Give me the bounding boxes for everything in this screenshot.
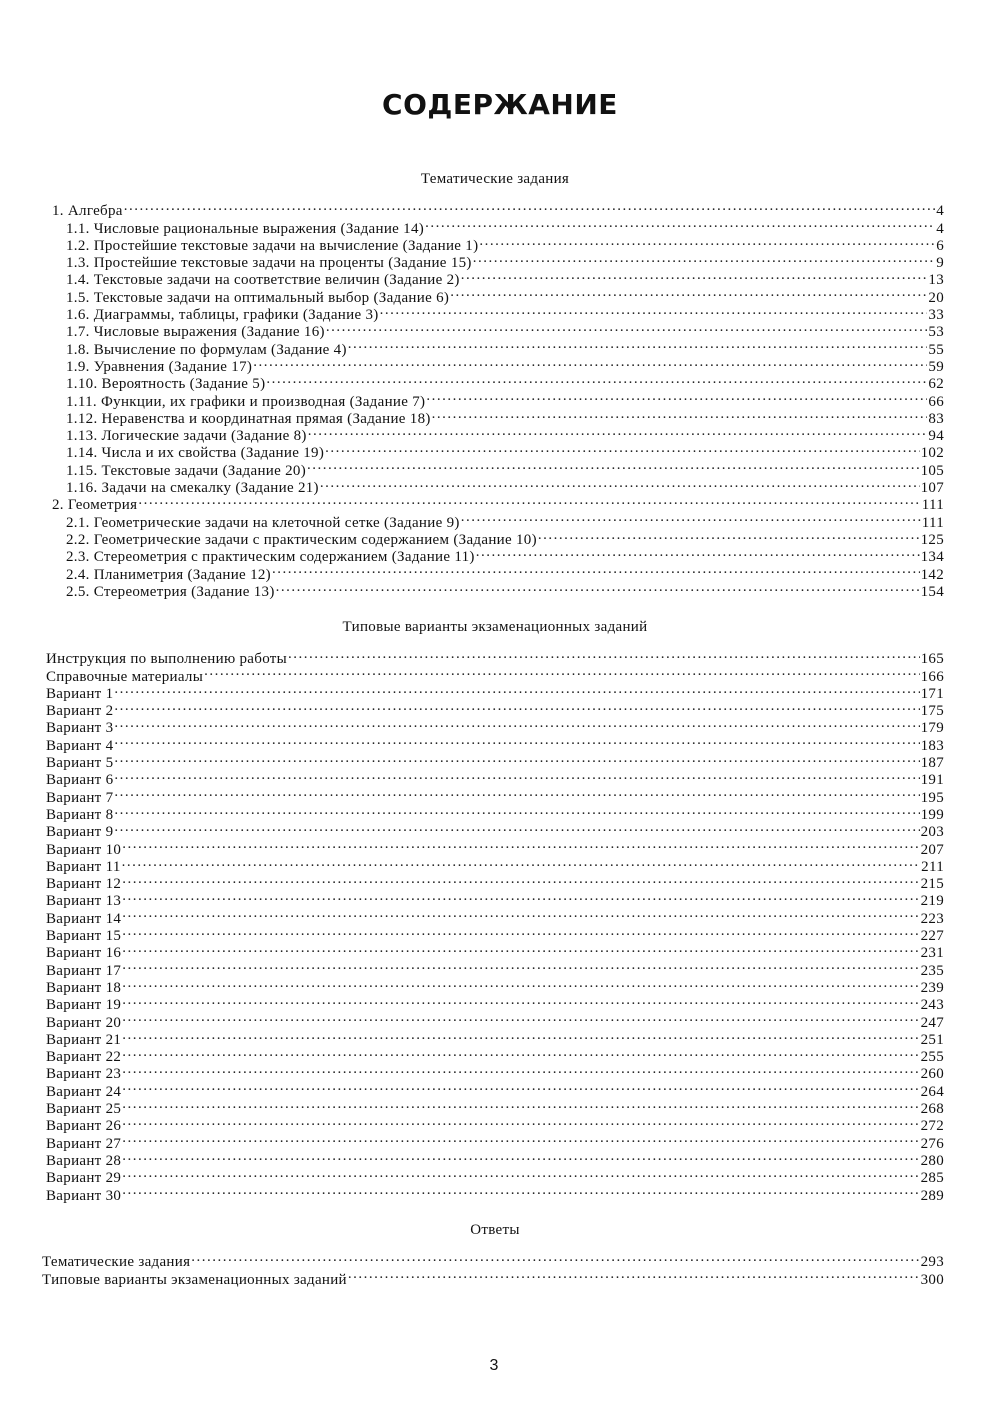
section-heading-thematic: Тематические задания — [420, 171, 570, 187]
toc-entry-label: 1.8. Вычисление по формулам (Задание 4) — [66, 341, 347, 358]
toc-entry-page: 171 — [920, 685, 944, 702]
dot-leader — [307, 457, 920, 474]
toc-entry-label: 1.11. Функции, их графики и производная (Задание 7) — [66, 393, 426, 410]
toc-entry-label: Типовые варианты экзаменационных заданий — [42, 1271, 347, 1288]
dot-leader — [476, 544, 920, 561]
dot-leader — [380, 302, 928, 319]
toc-entry[interactable] — [46, 1165, 944, 1187]
dot-leader — [473, 250, 935, 267]
toc-entry-page: 166 — [920, 668, 944, 685]
toc-list-answers — [42, 1249, 944, 1288]
toc-entry-page: 235 — [920, 962, 944, 979]
dot-leader — [538, 527, 920, 544]
toc-entry-page: 179 — [920, 720, 944, 737]
toc-entry-label: Вариант 9 — [46, 824, 114, 841]
toc-entry[interactable] — [46, 819, 944, 841]
toc-entry-page: 183 — [920, 737, 944, 754]
toc-entry-label: Вариант 14 — [46, 910, 122, 927]
dot-leader — [348, 1266, 920, 1283]
dot-leader — [114, 750, 919, 767]
dot-leader — [122, 871, 919, 888]
dot-leader — [461, 509, 921, 526]
toc-entry-page: 195 — [920, 789, 944, 806]
dot-leader — [122, 888, 919, 905]
dot-leader — [122, 1096, 919, 1113]
toc-entry-label: 2.5. Стереометрия (Задание 13) — [66, 583, 275, 600]
toc-entry-page: 289 — [920, 1187, 944, 1204]
dot-leader — [122, 1061, 919, 1078]
toc-entry-label: Вариант 30 — [46, 1187, 122, 1204]
dot-leader — [122, 1130, 919, 1147]
toc-entry-label: Вариант 17 — [46, 962, 122, 979]
toc-entry-label: 2.2. Геометрические задачи с практическим содержанием (Задание 10) — [66, 531, 537, 548]
toc-entry-page: 55 — [928, 341, 944, 358]
toc-entry-label: Вариант 15 — [46, 928, 122, 945]
toc-entry[interactable] — [46, 992, 944, 1014]
toc-entry-label: Тематические задания — [42, 1254, 191, 1271]
dot-leader — [204, 663, 920, 680]
dot-leader — [122, 1182, 919, 1199]
toc-entry[interactable] — [46, 888, 944, 910]
toc-entry-page: 111 — [921, 514, 944, 531]
section-heading-variants: Типовые варианты экзаменационных заданий — [342, 619, 648, 635]
toc-entry[interactable] — [46, 715, 944, 737]
toc-entry-label: Вариант 21 — [46, 1031, 122, 1048]
toc-entry-label: Вариант 8 — [46, 806, 114, 823]
toc-entry-label: 1.12. Неравенства и координатная прямая (Задание 18) — [66, 410, 431, 427]
dot-leader — [122, 1148, 919, 1165]
toc-entry-page: 255 — [920, 1049, 944, 1066]
toc-entry-page: 175 — [920, 703, 944, 720]
toc-entry[interactable] — [46, 923, 944, 945]
toc-entry-page: 111 — [921, 497, 944, 514]
toc-entry[interactable] — [46, 1096, 944, 1118]
toc-entry[interactable] — [46, 957, 944, 979]
dot-leader — [450, 284, 927, 301]
toc-entry-page: 203 — [920, 824, 944, 841]
toc-entry-label: 1.15. Текстовые задачи (Задание 20) — [66, 462, 307, 479]
toc-entry-page: 191 — [920, 772, 944, 789]
toc-entry[interactable] — [46, 1113, 944, 1135]
dot-leader — [266, 371, 927, 388]
dot-leader — [288, 646, 920, 663]
dot-leader — [122, 1027, 919, 1044]
toc-entry-page: 125 — [920, 531, 944, 548]
toc-entry[interactable] — [46, 1182, 944, 1204]
dot-leader — [461, 267, 928, 284]
toc-entry-label: Вариант 28 — [46, 1152, 122, 1169]
dot-leader — [425, 215, 935, 232]
toc-entry-page: 6 — [936, 237, 944, 254]
toc-entry[interactable] — [46, 681, 944, 702]
toc-entry-page: 9 — [936, 255, 944, 272]
toc-entry-label: 1.6. Диаграммы, таблицы, графики (Задание 3) — [66, 307, 379, 324]
dot-leader — [122, 836, 919, 853]
toc-entry[interactable] — [46, 802, 944, 823]
toc-entry[interactable] — [46, 975, 944, 996]
toc-entry-page: 33 — [928, 307, 944, 324]
toc-entry[interactable] — [46, 1009, 944, 1031]
dot-leader — [122, 940, 919, 957]
dot-leader — [348, 336, 928, 353]
toc-entry-page: 59 — [928, 358, 944, 375]
toc-entry[interactable] — [46, 1061, 944, 1083]
dot-leader — [122, 975, 919, 992]
toc-list-variants — [46, 646, 944, 1204]
toc-entry-page: 272 — [920, 1118, 944, 1135]
toc-entry-page: 215 — [920, 876, 944, 893]
toc-entry-label: Инструкция по выполнению работы — [46, 651, 288, 668]
toc-entry-label: Вариант 2 — [46, 703, 114, 720]
dot-leader — [114, 732, 919, 749]
toc-entry-page: 4 — [936, 220, 944, 237]
toc-entry-label: Вариант 7 — [46, 789, 114, 806]
toc-entry[interactable] — [52, 509, 944, 531]
toc-entry-page: 300 — [920, 1271, 944, 1288]
toc-entry[interactable] — [52, 492, 944, 514]
dot-leader — [426, 388, 927, 405]
dot-leader — [272, 561, 920, 578]
toc-entry-label: Вариант 4 — [46, 737, 114, 754]
toc-entry-page: 285 — [920, 1170, 944, 1187]
dot-leader — [114, 784, 919, 801]
toc-entry-label: Вариант 26 — [46, 1118, 122, 1135]
toc-entry-page: 247 — [920, 1014, 944, 1031]
toc-entry-page: 20 — [928, 289, 944, 306]
dot-leader — [122, 854, 921, 871]
dot-leader — [122, 905, 919, 922]
toc-entry-page: 264 — [920, 1083, 944, 1100]
dot-leader — [479, 233, 935, 250]
dot-leader — [122, 1113, 919, 1130]
dot-leader — [308, 423, 928, 440]
toc-entry[interactable] — [52, 215, 944, 237]
dot-leader — [114, 698, 919, 715]
toc-entry-page: 13 — [928, 272, 944, 289]
toc-entry-label: 1.16. Задачи на смекалку (Задание 21) — [66, 480, 319, 497]
toc-entry-label: 2.1. Геометрические задачи на клеточной сетке (Задание 9) — [66, 514, 460, 531]
dot-leader — [114, 802, 919, 819]
toc-entry-page: 268 — [920, 1101, 944, 1118]
toc-entry-page: 105 — [920, 462, 944, 479]
toc-entry-page: 187 — [920, 755, 944, 772]
toc-entry-label: 2. Геометрия — [52, 497, 138, 514]
toc-entry-page: 102 — [920, 445, 944, 462]
dot-leader — [114, 819, 919, 836]
toc-entry-label: Вариант 22 — [46, 1049, 122, 1066]
toc-entry-page: 199 — [920, 806, 944, 823]
toc-entry-page: 62 — [928, 376, 944, 393]
toc-entry[interactable] — [46, 871, 944, 893]
toc-entry-label: 1.3. Простейшие текстовые задачи на проценты (Задание 15) — [66, 255, 472, 272]
toc-entry-label: Вариант 18 — [46, 979, 122, 996]
page-number: 3 — [489, 1357, 499, 1374]
dot-leader — [114, 681, 919, 698]
toc-entry-label: 1.2. Простейшие текстовые задачи на вычисление (Задание 1) — [66, 237, 479, 254]
toc-entry-label: Вариант 20 — [46, 1014, 122, 1031]
toc-entry-label: 2.4. Планиметрия (Задание 12) — [66, 566, 271, 583]
dot-leader — [138, 492, 920, 509]
toc-entry[interactable] — [42, 1249, 944, 1271]
toc-entry-label: Справочные материалы — [46, 668, 204, 685]
toc-entry-page: 83 — [928, 410, 944, 427]
toc-entry-label: 1.10. Вероятность (Задание 5) — [66, 376, 266, 393]
toc-list-thematic — [52, 198, 944, 600]
toc-entry-label: Вариант 6 — [46, 772, 114, 789]
dot-leader — [114, 715, 919, 732]
toc-entry-page: 4 — [936, 203, 944, 220]
toc-entry[interactable] — [46, 836, 944, 858]
dot-leader — [124, 198, 935, 215]
toc-entry-label: Вариант 27 — [46, 1135, 122, 1152]
toc-entry-label: Вариант 19 — [46, 997, 122, 1014]
toc-entry-page: 276 — [920, 1135, 944, 1152]
toc-entry-page: 293 — [920, 1254, 944, 1271]
dot-leader — [432, 406, 928, 423]
toc-entry-label: 1.9. Уравнения (Задание 17) — [66, 358, 253, 375]
toc-entry[interactable] — [46, 940, 944, 962]
toc-entry-label: Вариант 23 — [46, 1066, 122, 1083]
toc-entry[interactable] — [46, 1044, 944, 1066]
toc-entry-label: Вариант 24 — [46, 1083, 122, 1100]
toc-entry-page: 227 — [920, 928, 944, 945]
toc-entry-page: 107 — [920, 480, 944, 497]
dot-leader — [122, 1009, 919, 1026]
toc-entry-label: Вариант 5 — [46, 755, 114, 772]
toc-entry[interactable] — [46, 1027, 944, 1048]
toc-entry-page: 251 — [920, 1031, 944, 1048]
toc-entry-label: 1.1. Числовые рациональные выражения (Задание 14) — [66, 220, 425, 237]
toc-entry[interactable] — [46, 784, 944, 806]
toc-entry-label: Вариант 1 — [46, 685, 114, 702]
toc-entry-label: Вариант 11 — [46, 858, 121, 875]
toc-entry-label: 1.13. Логические задачи (Задание 8) — [66, 428, 307, 445]
toc-entry-label: Вариант 10 — [46, 841, 122, 858]
toc-entry[interactable] — [46, 854, 944, 875]
dot-leader — [122, 923, 919, 940]
dot-leader — [326, 319, 928, 336]
toc-entry-label: Вариант 13 — [46, 893, 122, 910]
toc-entry[interactable] — [46, 905, 944, 927]
toc-entry[interactable] — [46, 750, 944, 772]
dot-leader — [325, 440, 919, 457]
dot-leader — [114, 767, 919, 784]
toc-entry-label: Вариант 12 — [46, 876, 122, 893]
toc-entry-page: 211 — [921, 858, 944, 875]
toc-entry-label: Вариант 25 — [46, 1101, 122, 1118]
toc-entry[interactable] — [46, 698, 944, 720]
dot-leader — [253, 354, 927, 371]
section-heading-answers: Ответы — [470, 1222, 520, 1238]
toc-entry-page: 207 — [920, 841, 944, 858]
toc-entry[interactable] — [46, 732, 944, 754]
toc-entry-page: 66 — [928, 393, 944, 410]
toc-entry-label: Вариант 16 — [46, 945, 122, 962]
toc-entry-label: 1.14. Числа и их свойства (Задание 19) — [66, 445, 325, 462]
page-title: СОДЕРЖАНИЕ — [382, 88, 618, 121]
dot-leader — [122, 992, 919, 1009]
toc-entry-label: 1.7. Числовые выражения (Задание 16) — [66, 324, 325, 341]
dot-leader — [122, 1044, 919, 1061]
toc-entry[interactable] — [46, 1130, 944, 1152]
toc-entry-page: 53 — [928, 324, 944, 341]
dot-leader — [122, 1078, 919, 1095]
toc-entry-label: 1.5. Текстовые задачи на оптимальный выбор (Задание 6) — [66, 289, 450, 306]
toc-entry-label: 1. Алгебра — [52, 203, 123, 220]
toc-entry[interactable] — [46, 646, 944, 668]
dot-leader — [276, 579, 920, 596]
toc-entry-page: 94 — [928, 428, 944, 445]
dot-leader — [122, 957, 919, 974]
toc-entry-label: 2.3. Стереометрия с практическим содержанием (Задание 11) — [66, 549, 475, 566]
dot-leader — [122, 1165, 919, 1182]
toc-entry-page: 239 — [920, 979, 944, 996]
toc-entry-page: 243 — [920, 997, 944, 1014]
toc-entry-page: 154 — [920, 583, 944, 600]
toc-entry-page: 231 — [920, 945, 944, 962]
toc-entry[interactable] — [46, 1078, 944, 1100]
toc-entry[interactable] — [52, 198, 944, 220]
dot-leader — [191, 1249, 919, 1266]
toc-entry-label: Вариант 3 — [46, 720, 114, 737]
toc-entry-page: 223 — [920, 910, 944, 927]
toc-entry-page: 260 — [920, 1066, 944, 1083]
toc-entry-page: 219 — [920, 893, 944, 910]
toc-entry-label: Вариант 29 — [46, 1170, 122, 1187]
toc-entry[interactable] — [46, 767, 944, 789]
toc-entry-page: 134 — [920, 549, 944, 566]
toc-entry-page: 280 — [920, 1152, 944, 1169]
toc-entry-label: 1.4. Текстовые задачи на соответствие величин (Задание 2) — [66, 272, 460, 289]
toc-entry[interactable] — [46, 1148, 944, 1169]
dot-leader — [320, 475, 920, 492]
toc-entry-page: 142 — [920, 566, 944, 583]
toc-entry-page: 165 — [920, 651, 944, 668]
